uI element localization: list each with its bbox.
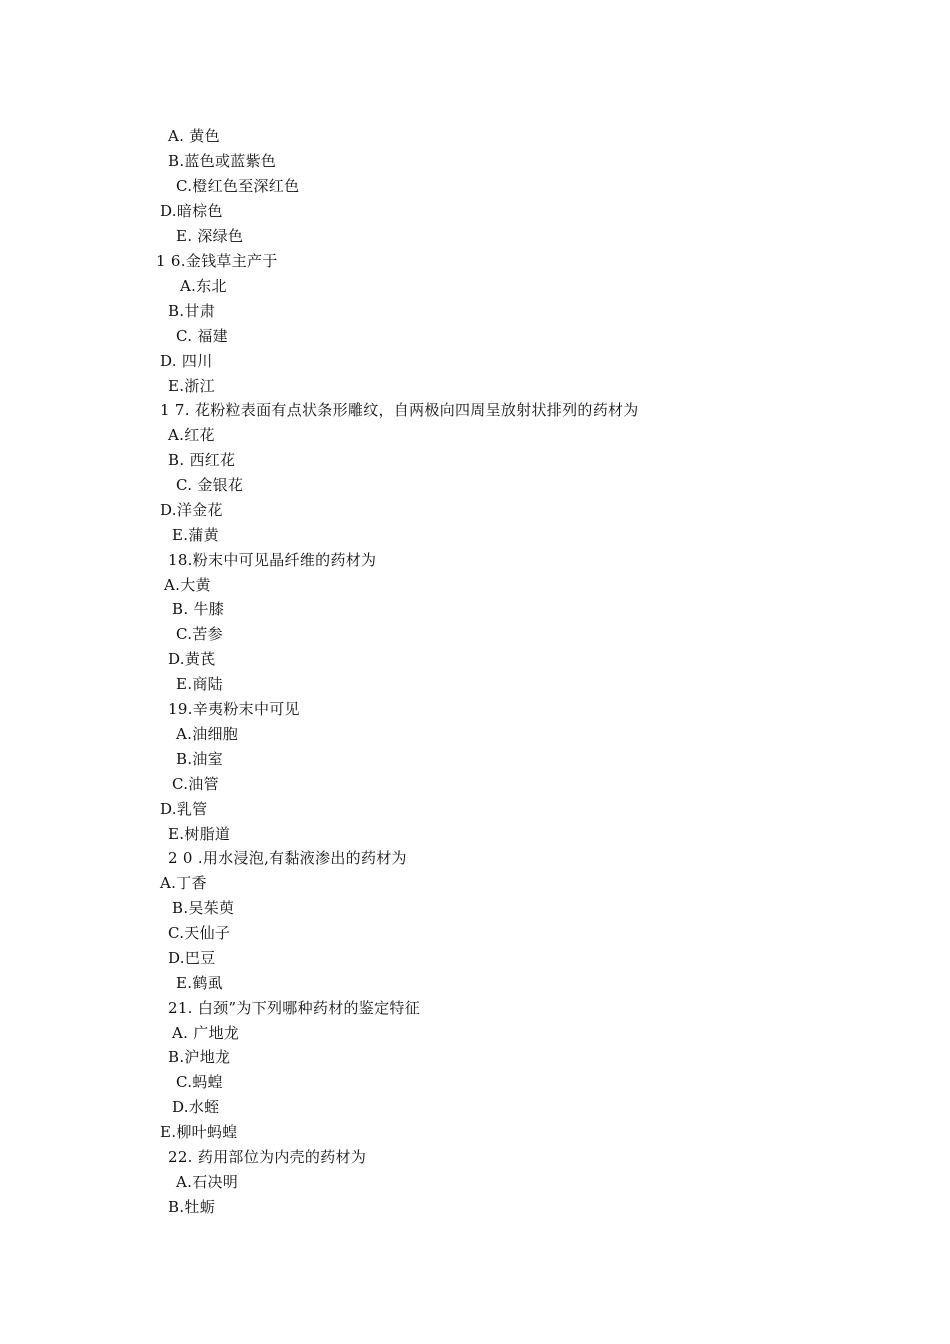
- option-line: A. 黄色: [168, 127, 220, 145]
- question-line: 19.辛夷粉末中可见: [168, 700, 300, 718]
- question-line: 1 6.金钱草主产于: [156, 252, 278, 270]
- option-line: A.大黄: [164, 576, 211, 594]
- question-line: 22. 药用部位为内壳的药材为: [168, 1148, 367, 1166]
- option-line: A.丁香: [160, 874, 207, 892]
- option-line: E.蒲黄: [172, 526, 219, 544]
- option-line: D.黄芪: [168, 650, 216, 668]
- option-line: B.牡蛎: [168, 1198, 215, 1216]
- question-line: 2 0 .用水浸泡,有黏液渗出的药材为: [168, 849, 407, 867]
- option-line: B.油室: [176, 750, 223, 768]
- option-line: D.暗棕色: [160, 202, 223, 220]
- option-line: A.东北: [180, 277, 227, 295]
- option-line: E.鹤虱: [176, 974, 223, 992]
- option-line: C. 福建: [176, 327, 228, 345]
- option-line: C.蚂蝗: [176, 1073, 223, 1091]
- option-line: A. 广地龙: [172, 1024, 240, 1042]
- question-line: 1 7. 花粉粒表面有点状条形雕纹，自两极向四周呈放射状排列的药材为: [160, 401, 639, 419]
- option-line: D.乳管: [160, 800, 208, 818]
- option-line: B.甘肃: [168, 302, 215, 320]
- option-line: E.树脂道: [168, 825, 231, 843]
- option-line: C.油管: [172, 775, 219, 793]
- option-line: D.洋金花: [160, 501, 223, 519]
- option-line: B. 牛膝: [172, 600, 225, 618]
- option-line: A.油细胞: [176, 725, 239, 743]
- question-line: 18.粉末中可见晶纤维的药材为: [168, 551, 377, 569]
- option-line: E.商陆: [176, 675, 223, 693]
- option-line: D.巴豆: [168, 949, 216, 967]
- option-line: B.蓝色或蓝紫色: [168, 152, 277, 170]
- option-line: B.沪地龙: [168, 1048, 231, 1066]
- option-line: A.石决明: [176, 1173, 239, 1191]
- option-line: E.柳叶蚂蝗: [160, 1123, 238, 1141]
- option-line: D. 四川: [160, 352, 213, 370]
- option-line: B. 西红花: [168, 451, 236, 469]
- option-line: C. 金银花: [176, 476, 244, 494]
- option-line: A.红花: [168, 426, 215, 444]
- option-line: B.吴茱萸: [172, 899, 235, 917]
- option-line: E.浙江: [168, 377, 215, 395]
- option-line: C.橙红色至深红色: [176, 177, 300, 195]
- question-line: 21. 白颈”为下列哪种药材的鉴定特征: [168, 999, 420, 1017]
- option-line: D.水蛭: [172, 1098, 220, 1116]
- option-line: C.天仙子: [168, 924, 231, 942]
- option-line: E. 深绿色: [176, 227, 244, 245]
- option-line: C.苦参: [176, 625, 223, 643]
